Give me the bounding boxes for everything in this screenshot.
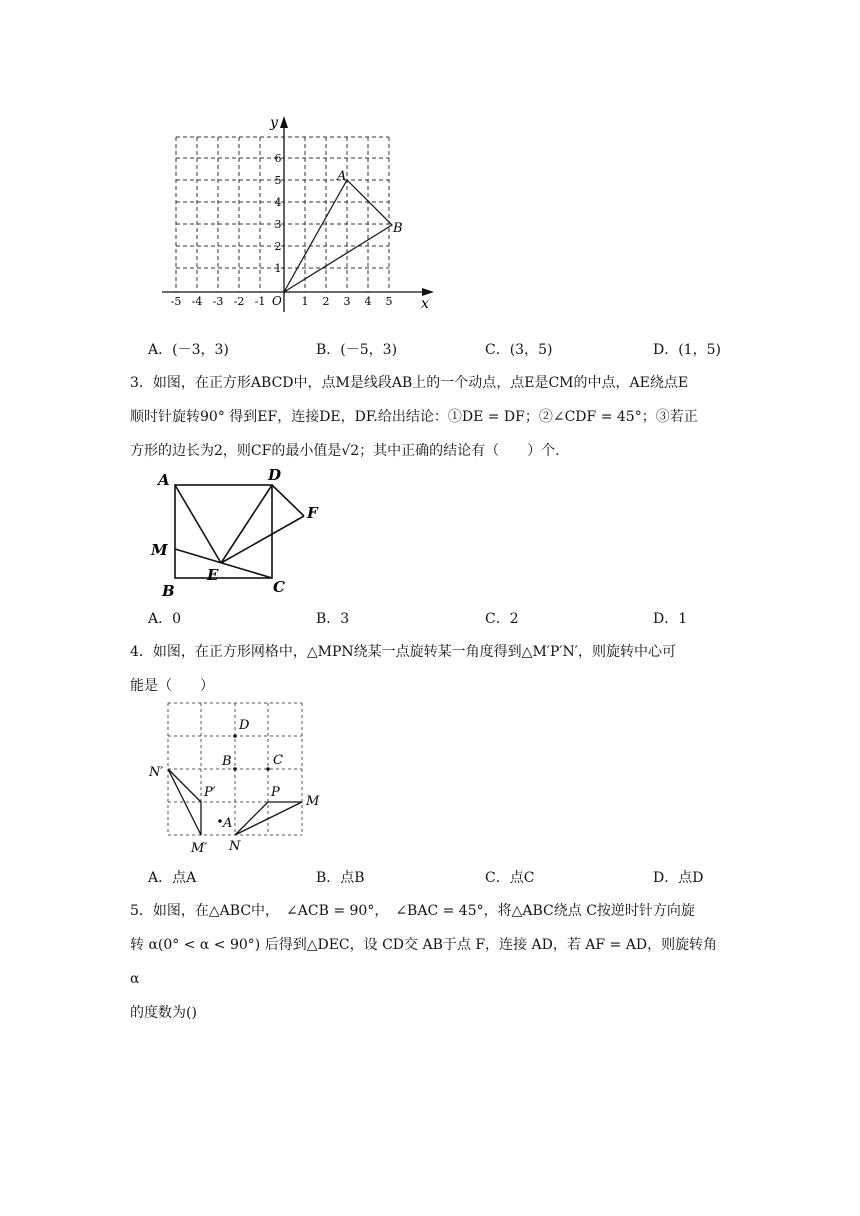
q5-line-2: 转 α(0° < α < 90°) 后得到△DEC，设 CD交 AB于点 F，连接 AD，若 AF = AD，则旋转角 α: [130, 937, 718, 987]
q2-x-tick: -4: [191, 295, 203, 308]
q2-y-tick-labels: [275, 152, 282, 275]
q3-label-a: A: [158, 471, 170, 489]
q4-option-d[interactable]: D．点D: [653, 870, 704, 886]
q2-x-tick: -3: [212, 295, 224, 308]
q2-x-tick: 5: [385, 295, 393, 308]
q2-y-tick: 3: [274, 218, 282, 231]
q3-label-d: D: [268, 466, 282, 484]
q4-option-a[interactable]: A．点A: [148, 870, 197, 886]
q5-question-text: [130, 894, 730, 1030]
q4-point-b-dot: [233, 767, 237, 771]
q3-line-3: 方形的边长为2，则CF的最小值是√2；其中正确的结论有（ ）个.: [130, 443, 560, 459]
q2-x-tick: -2: [233, 295, 245, 308]
q2-option-a[interactable]: A．(－3，3): [148, 342, 229, 358]
q4-label-p: P: [271, 785, 280, 800]
q3-option-a[interactable]: A．0: [148, 611, 182, 627]
q2-x-tick: 1: [301, 295, 309, 308]
q2-y-tick: 4: [274, 196, 282, 209]
q3-line-1: 3．如图，在正方形ABCD中，点M是线段AB上的一个动点，点E是CM的中点，AE绕点E: [130, 375, 689, 391]
q2-x-axis-label: x: [421, 296, 429, 312]
q2-dashed-grid: [176, 137, 389, 292]
q4-label-n: N: [229, 839, 241, 854]
q2-point-a-label: A: [337, 169, 347, 184]
q3-label-f: F: [307, 504, 318, 522]
q3-option-c[interactable]: C．2: [485, 611, 519, 627]
q4-label-m-prime: M′: [191, 841, 208, 856]
q2-x-tick: 3: [343, 295, 351, 308]
q2-point-b-label: B: [393, 221, 403, 236]
q4-label-a: A: [223, 816, 233, 831]
q4-point-a-dot: [218, 819, 222, 823]
q4-label-b: B: [222, 754, 232, 769]
q2-y-axis-arrow: [280, 116, 288, 128]
q4-option-b[interactable]: B．点B: [316, 870, 365, 886]
q3-question-text: [130, 366, 730, 468]
q2-x-tick: 2: [322, 295, 330, 308]
q3-option-b[interactable]: B．3: [316, 611, 350, 627]
q3-label-c: C: [273, 578, 285, 596]
q4-question-text: [130, 635, 730, 703]
q2-x-tick: -5: [170, 295, 182, 308]
q4-label-d: D: [239, 718, 250, 733]
q4-point-c-dot: [266, 767, 270, 771]
q3-square-figure: [140, 462, 340, 602]
q2-y-axis-label: y: [270, 115, 278, 131]
q2-x-tick: 4: [364, 295, 372, 308]
q2-origin-label: O: [272, 294, 282, 308]
q2-triangle-oab: [284, 180, 392, 292]
q2-x-axis-arrow: [422, 288, 434, 296]
q4-option-c[interactable]: C．点C: [485, 870, 535, 886]
q3-label-e: E: [207, 566, 219, 584]
q4-label-m: M: [306, 794, 320, 809]
q2-coordinate-figure: [150, 110, 450, 320]
q4-label-c: C: [273, 753, 283, 768]
q4-grid-figure: [140, 696, 340, 856]
q2-y-tick: 5: [274, 174, 282, 187]
q4-line-2: 能是（ ）: [130, 678, 214, 694]
q5-line-1: 5．如图，在△ABC中， ∠ACB = 90°， ∠BAC = 45°，将△ABC绕点 C按逆时针方向旋: [130, 903, 695, 919]
q2-option-b[interactable]: B．(－5，3): [316, 342, 398, 358]
q3-line-2: 顺时针旋转90° 得到EF，连接DE，DF.给出结论：①DE = DF；②∠CDF = 45°；③若正: [130, 409, 698, 425]
q2-y-tick: 6: [274, 152, 282, 165]
q5-line-3: 的度数为(): [130, 1005, 197, 1021]
q2-axes: [162, 122, 428, 312]
q4-line-1: 4．如图，在正方形网格中，△MPN绕某一点旋转某一角度得到△M′P′N′，则旋转中心可: [130, 644, 676, 660]
q2-y-tick: 1: [274, 262, 282, 275]
q4-label-p-prime: P′: [204, 785, 216, 800]
q3-label-b: B: [162, 582, 175, 600]
q2-y-tick: 2: [274, 240, 282, 253]
q3-label-m: M: [151, 541, 168, 559]
q4-point-d-dot: [233, 734, 237, 738]
q2-option-d[interactable]: D．(1，5): [653, 342, 721, 358]
q4-label-n-prime: N′: [149, 765, 164, 780]
q2-x-tick: -1: [254, 295, 266, 308]
q4-triangle-mpn-prime: [168, 769, 201, 835]
q3-option-d[interactable]: D．1: [653, 611, 688, 627]
q2-option-c[interactable]: C．(3，5): [485, 342, 553, 358]
